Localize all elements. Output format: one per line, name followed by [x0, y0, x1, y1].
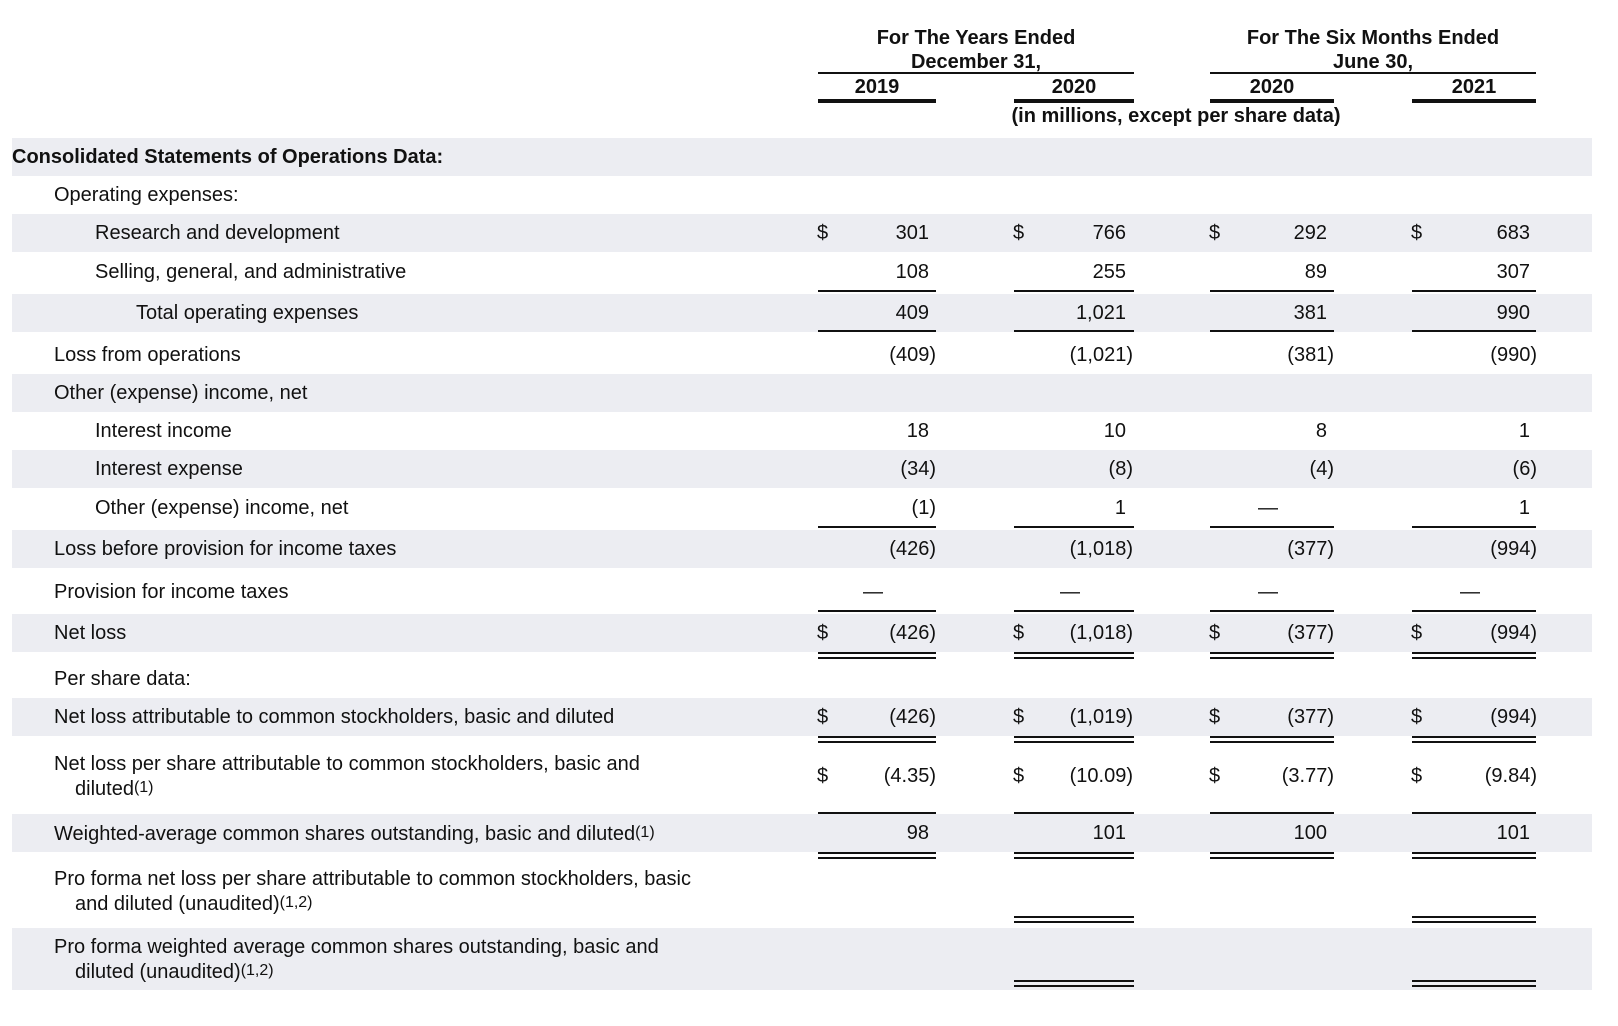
- footnote-ref: (1,2): [240, 962, 274, 979]
- header-years-line2: December 31,: [910, 51, 1042, 73]
- row-label-pro-forma-net-loss-per-share-attributabl: [54, 867, 691, 916]
- total-double-underline: [1412, 736, 1536, 743]
- currency-symbol: $: [1013, 622, 1025, 644]
- row-label-interest-income: [95, 419, 232, 443]
- cell-value: 101: [1496, 822, 1530, 844]
- cell-value: 101: [1092, 822, 1126, 844]
- header-six-months-line2: June 30,: [1332, 51, 1414, 73]
- total-double-underline: [1014, 852, 1134, 859]
- units-note: (in millions, except per share data): [1011, 105, 1341, 127]
- subtotal-underline: [1210, 526, 1334, 528]
- cell-value: —: [1258, 581, 1278, 603]
- cell-value: (426): [889, 622, 936, 644]
- header-six-months-underline: [1210, 72, 1536, 74]
- subtotal-underline: [1412, 290, 1536, 292]
- subtotal-underline: [1412, 330, 1536, 332]
- cell-value: 8: [1315, 420, 1327, 442]
- subtotal-underline: [1014, 610, 1134, 612]
- subtotal-underline: [818, 610, 936, 612]
- row-label-line: Pro forma weighted average common shares outstanding, basic and: [54, 936, 659, 958]
- cell-value: (994): [1490, 622, 1537, 644]
- cell-value: (3.77): [1281, 765, 1334, 787]
- row-label-text: Selling, general, and administrative: [95, 261, 407, 283]
- total-double-underline: [818, 852, 936, 859]
- cell-value: 307: [1496, 261, 1530, 283]
- cell-value: (1,019): [1069, 706, 1133, 728]
- row-label-total-operating-expenses: [136, 301, 358, 325]
- subtotal-underline: [1210, 330, 1334, 332]
- row-label-selling-general-and-administrative: [95, 260, 406, 284]
- cell-value: (1,018): [1069, 538, 1133, 560]
- row-label-text: Loss before provision for income taxes: [54, 538, 397, 560]
- cell-value: 255: [1092, 261, 1126, 283]
- header-six-months-line1: For The Six Months Ended: [1246, 27, 1500, 49]
- row-label-line: Pro forma net loss per share attributable to common stockholders, basic: [54, 868, 691, 890]
- subtotal-underline: [1412, 526, 1536, 528]
- cell-value: (4): [1309, 458, 1334, 480]
- row-label-text: Total operating expenses: [136, 302, 359, 324]
- cell-value: (426): [889, 538, 936, 560]
- cell-value: (990): [1490, 344, 1537, 366]
- row-label-provision-for-income-taxes: [54, 580, 289, 604]
- cell-value: (1): [911, 497, 936, 519]
- row-label-operating-expenses: [54, 183, 239, 207]
- col-header-2020-year: 2020: [1051, 76, 1097, 98]
- total-double-underline: [1014, 916, 1134, 923]
- currency-symbol: $: [817, 222, 829, 244]
- cell-value: (1,018): [1069, 622, 1133, 644]
- col-header-2020-six-months-underline: [1210, 99, 1334, 103]
- currency-symbol: $: [1013, 222, 1025, 244]
- col-header-2019: 2019: [854, 76, 900, 98]
- cell-value: (8): [1108, 458, 1133, 480]
- currency-symbol: $: [1411, 622, 1423, 644]
- row-label-line: diluted (unaudited): [75, 961, 241, 983]
- currency-symbol: $: [1209, 622, 1221, 644]
- cell-value: 1,021: [1075, 302, 1126, 324]
- cell-value: (1,021): [1069, 344, 1133, 366]
- subtotal-underline: [818, 290, 936, 292]
- cell-value: —: [1258, 497, 1278, 519]
- col-header-2021-underline: [1412, 99, 1536, 103]
- subtotal-underline: [1210, 290, 1334, 292]
- row-label-text: Interest expense: [95, 458, 243, 480]
- col-header-2020-six-months: 2020: [1249, 76, 1295, 98]
- row-label-weighted-average-common-shares-outstandi: [54, 821, 655, 846]
- total-double-underline: [1412, 980, 1536, 987]
- footnote-ref: (1): [133, 779, 154, 796]
- total-double-underline: [1014, 652, 1134, 659]
- currency-symbol: $: [1013, 765, 1025, 787]
- subtotal-underline: [1014, 526, 1134, 528]
- currency-symbol: $: [1209, 706, 1221, 728]
- cell-value: (9.84): [1484, 765, 1537, 787]
- cell-value: 409: [895, 302, 929, 324]
- total-double-underline: [818, 736, 936, 743]
- subtotal-underline: [1210, 610, 1334, 612]
- row-label-loss-before-provision-for-income-taxes: [54, 537, 396, 561]
- row-label-text: Other (expense) income, net: [95, 497, 349, 519]
- cell-value: (377): [1287, 538, 1334, 560]
- row-label-net-loss-per-share-attributable-to-commo: [54, 752, 640, 801]
- col-header-2019-underline: [818, 99, 936, 103]
- row-label-text: Interest income: [95, 420, 232, 442]
- currency-symbol: $: [1209, 222, 1221, 244]
- row-label-text: Other (expense) income, net: [54, 382, 308, 404]
- cell-value: 108: [895, 261, 929, 283]
- header-years-line1: For The Years Ended: [876, 27, 1076, 49]
- row-label-research-and-development: [95, 221, 340, 245]
- total-double-underline: [818, 652, 936, 659]
- cell-value: (10.09): [1069, 765, 1133, 787]
- cell-value: (6): [1512, 458, 1537, 480]
- row-label-pro-forma-weighted-average-common-shares: [54, 935, 659, 984]
- row-label-text: Research and development: [95, 222, 340, 244]
- col-header-2021: 2021: [1451, 76, 1497, 98]
- cell-value: 1: [1518, 420, 1530, 442]
- subtotal-underline: [818, 330, 936, 332]
- total-double-underline: [1014, 736, 1134, 743]
- row-label-per-share-data: [54, 667, 191, 691]
- row-label-other-expense-income-net: [54, 381, 307, 405]
- cell-value: 766: [1092, 222, 1126, 244]
- cell-value: —: [863, 581, 883, 603]
- cell-value: (377): [1287, 706, 1334, 728]
- cell-value: 301: [895, 222, 929, 244]
- total-double-underline: [1210, 652, 1334, 659]
- currency-symbol: $: [1411, 706, 1423, 728]
- cell-value: 683: [1496, 222, 1530, 244]
- total-double-underline: [1412, 852, 1536, 859]
- cell-value: (994): [1490, 706, 1537, 728]
- row-label-consolidated-statements-of-operations-da: [12, 145, 443, 169]
- cell-value: 1: [1114, 497, 1126, 519]
- currency-symbol: $: [1013, 706, 1025, 728]
- cell-value: 990: [1496, 302, 1530, 324]
- currency-symbol: $: [1411, 765, 1423, 787]
- col-header-2020-year-underline: [1014, 99, 1134, 103]
- subtotal-underline: [1412, 610, 1536, 612]
- cell-value: (4.35): [883, 765, 936, 787]
- cell-value: (377): [1287, 622, 1334, 644]
- currency-symbol: $: [817, 706, 829, 728]
- cell-value: 292: [1293, 222, 1327, 244]
- currency-symbol: $: [817, 622, 829, 644]
- footnote-ref: (1,2): [279, 894, 313, 911]
- currency-symbol: $: [1209, 765, 1221, 787]
- cell-value: —: [1460, 581, 1480, 603]
- row-label-text: Loss from operations: [54, 344, 241, 366]
- currency-symbol: $: [817, 765, 829, 787]
- row-label-interest-expense: [95, 457, 243, 481]
- total-double-underline: [1210, 736, 1334, 743]
- row-label-line: Net loss per share attributable to common stockholders, basic and: [54, 753, 640, 775]
- subtotal-underline: [1014, 290, 1134, 292]
- cell-value: 18: [906, 420, 929, 442]
- cell-value: 381: [1293, 302, 1327, 324]
- row-label-line: diluted: [75, 778, 134, 800]
- currency-symbol: $: [1411, 222, 1423, 244]
- row-label-loss-from-operations: [54, 343, 241, 367]
- cell-value: (426): [889, 706, 936, 728]
- subtotal-underline: [1014, 330, 1134, 332]
- row-label-text: Weighted-average common shares outstanding, basic and diluted: [54, 823, 636, 845]
- row-label-text: Operating expenses:: [54, 184, 239, 206]
- row-label-net-loss-attributable-to-common-stockhol: [54, 705, 614, 729]
- subtotal-underline: [818, 526, 936, 528]
- cell-value: 89: [1304, 261, 1327, 283]
- cell-value: (34): [900, 458, 936, 480]
- row-label-text: Consolidated Statements of Operations Data:: [12, 146, 444, 168]
- total-double-underline: [1412, 652, 1536, 659]
- cell-value: (409): [889, 344, 936, 366]
- row-label-other-expense-income-net: [95, 496, 348, 520]
- header-years-group: [818, 26, 1134, 74]
- row-label-net-loss: [54, 621, 126, 645]
- cell-value: 100: [1293, 822, 1327, 844]
- cell-value: 98: [906, 822, 929, 844]
- header-years-underline: [818, 72, 1134, 74]
- cell-value: (994): [1490, 538, 1537, 560]
- cell-value: 10: [1103, 420, 1126, 442]
- footnote-ref: (1): [635, 824, 655, 841]
- cell-value: (381): [1287, 344, 1334, 366]
- row-label-text: Per share data:: [54, 668, 191, 690]
- header-six-months-group: [1210, 26, 1536, 74]
- cell-value: 1: [1518, 497, 1530, 519]
- total-double-underline: [1014, 980, 1134, 987]
- row-label-text: Provision for income taxes: [54, 581, 289, 603]
- row-label-text: Net loss: [54, 622, 127, 644]
- row-label-line: and diluted (unaudited): [75, 893, 280, 915]
- total-double-underline: [1210, 852, 1334, 859]
- row-label-text: Net loss attributable to common stockholders, basic and diluted: [54, 706, 615, 728]
- cell-value: —: [1060, 581, 1080, 603]
- total-double-underline: [1412, 916, 1536, 923]
